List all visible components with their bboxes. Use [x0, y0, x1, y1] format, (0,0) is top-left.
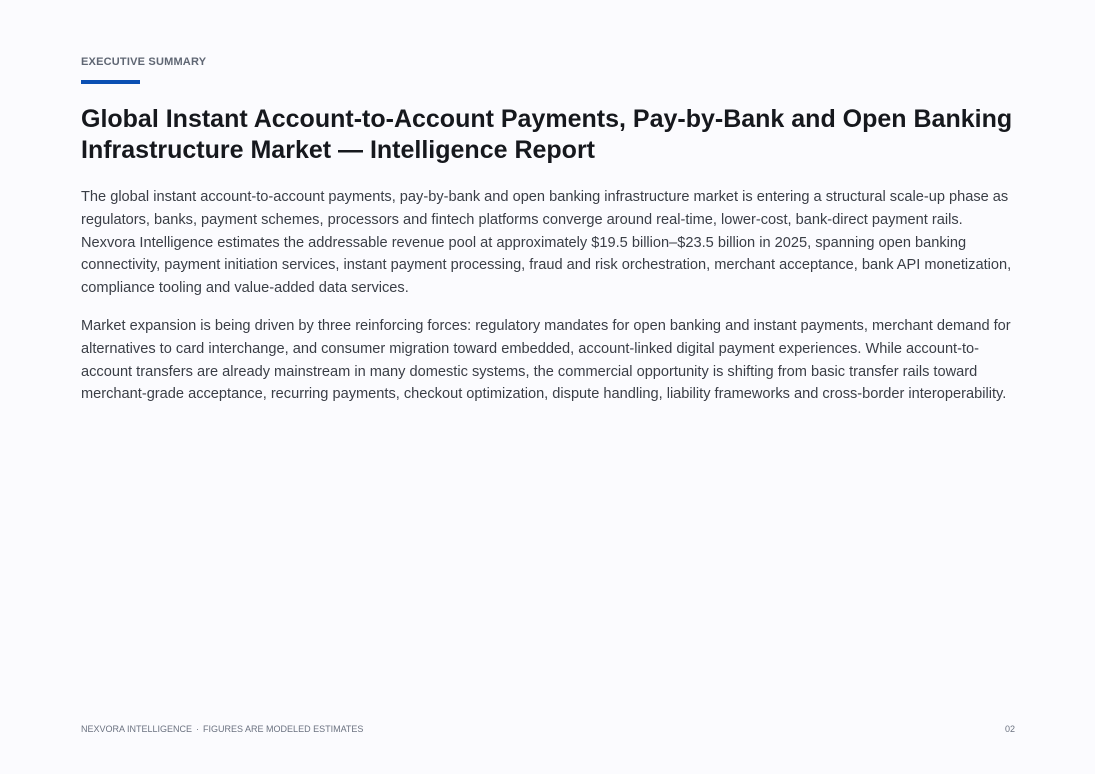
footer-brand: NEXVORA INTELLIGENCE: [81, 724, 193, 734]
footer-left: [81, 724, 363, 734]
accent-bar: [81, 80, 140, 84]
footer-separator: ·: [196, 724, 200, 734]
summary-paragraph-2: Market expansion is being driven by three reinforcing forces: regulatory mandates for open banking and instant payments, merchant demand for alternatives to card interchange, and consumer migration toward embedded, account-linked digital payment experiences. While account-to-account transfers are already mainstream in many domestic systems, the commercial opportunity is shifting from basic transfer rails toward merchant-grade acceptance, recurring payments, checkout optimization, dispute handling, liability frameworks and cross-border interoperability.: [81, 318, 1011, 403]
section-label: EXECUTIVE SUMMARY: [81, 56, 207, 68]
report-title: Global Instant Account-to-Account Payments, Pay-by-Bank and Open Banking Infrastructure Market — Intelligence Report: [81, 105, 1013, 164]
document-page: [81, 0, 1015, 774]
footer-note: FIGURES ARE MODELED ESTIMATES: [203, 724, 364, 734]
page-number: 02: [1004, 724, 1015, 734]
summary-paragraph-1: The global instant account-to-account payments, pay-by-bank and open banking infrastructure market is entering a structural scale-up phase as regulators, banks, payment schemes, processors and fintech platforms converge around real-time, lower-cost, bank-direct payment rails. Nexvora Intelligence estimates the addressable revenue pool at approximately $19.5 billion–$23.5 billion in 2025, spanning open banking connectivity, payment initiation services, instant payment processing, fraud and risk orchestration, merchant acceptance, bank API monetization, compliance tooling and value-added data services.: [81, 189, 1012, 297]
page-footer: [81, 724, 1015, 734]
